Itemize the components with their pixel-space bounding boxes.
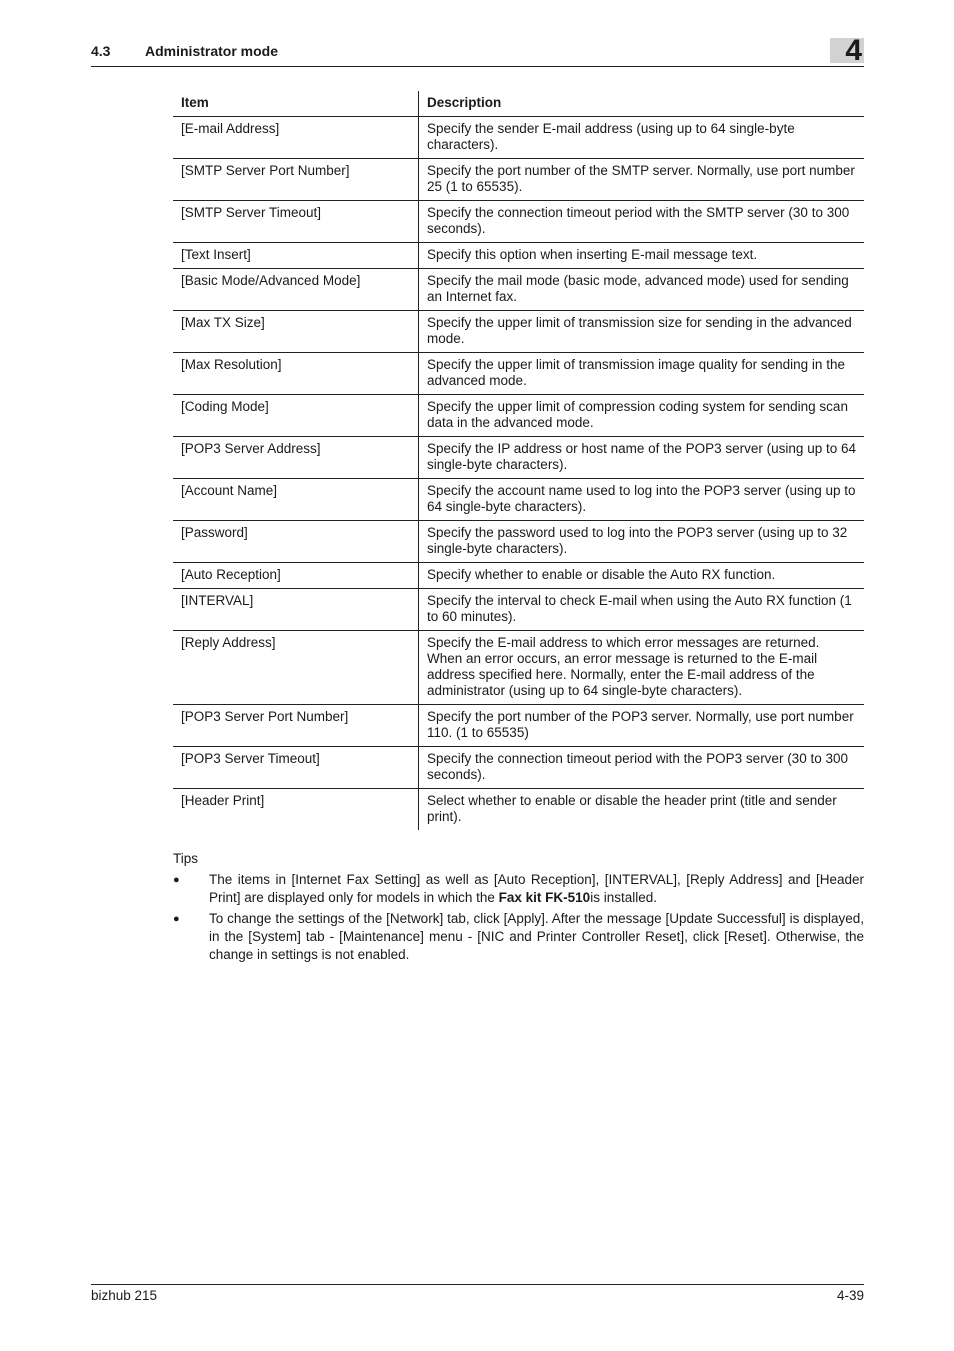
item-cell: [E-mail Address] (173, 117, 419, 159)
item-cell: [Max Resolution] (173, 353, 419, 395)
table-row (173, 311, 864, 353)
item-cell: [Basic Mode/Advanced Mode] (173, 269, 419, 311)
tips-label: Tips (173, 851, 199, 866)
tip-item (173, 910, 864, 964)
description-cell: Specify the E-mail address to which error messages are returned. When an error occurs, an error message is returned to the E-mail address specified here. Normally, enter the E-mail address of the administrator (using up to 64 single-byte characters). (419, 631, 865, 705)
table-row (173, 521, 864, 563)
description-cell: Specify the interval to check E-mail when using the Auto RX function (1 to 60 minutes). (419, 589, 865, 631)
tip-text: The items in [Internet Fax Setting] as well as [Auto Reception], [INTERVAL], [Reply Address] and [Header Print] are displayed only for models in which the (209, 872, 864, 905)
description-cell: Specify the account name used to log into the POP3 server (using up to 64 single-byte characters). (419, 479, 865, 521)
item-cell: [Account Name] (173, 479, 419, 521)
description-cell: Specify the port number of the POP3 server. Normally, use port number 110. (1 to 65535) (419, 705, 865, 747)
table-row (173, 243, 864, 269)
settings-table (173, 91, 864, 830)
chapter-number: 4 (845, 34, 862, 67)
table-row (173, 563, 864, 589)
description-cell: Specify the upper limit of transmission size for sending in the advanced mode. (419, 311, 865, 353)
description-cell: Specify the password used to log into the POP3 server (using up to 32 single-byte characters). (419, 521, 865, 563)
table-row (173, 631, 864, 705)
item-cell: [Auto Reception] (173, 563, 419, 589)
table-row (173, 705, 864, 747)
table-row (173, 201, 864, 243)
table-row (173, 159, 864, 201)
item-cell: [Reply Address] (173, 631, 419, 705)
table-row (173, 269, 864, 311)
tip-text: is installed. (590, 890, 657, 905)
item-cell: [SMTP Server Timeout] (173, 201, 419, 243)
page-footer (91, 1284, 864, 1303)
item-cell: [INTERVAL] (173, 589, 419, 631)
item-cell: [Text Insert] (173, 243, 419, 269)
description-cell: Specify the port number of the SMTP server. Normally, use port number 25 (1 to 65535). (419, 159, 865, 201)
table-header-row (173, 91, 864, 117)
table-row (173, 437, 864, 479)
table-row (173, 789, 864, 831)
item-cell: [POP3 Server Port Number] (173, 705, 419, 747)
item-cell: [POP3 Server Address] (173, 437, 419, 479)
section-number: 4.3 (91, 43, 111, 59)
description-cell: Specify the connection timeout period with the SMTP server (30 to 300 seconds). (419, 201, 865, 243)
section-title: Administrator mode (145, 43, 279, 59)
description-cell: Select whether to enable or disable the header print (title and sender print). (427, 793, 837, 824)
column-header-item: Item (173, 91, 419, 117)
item-cell: [Coding Mode] (173, 395, 419, 437)
item-cell: [Password] (173, 521, 419, 563)
product-name: bizhub 215 (91, 1288, 158, 1303)
table-row (173, 117, 864, 159)
description-cell: Specify the IP address or host name of the POP3 server (using up to 64 single-byte characters). (419, 437, 865, 479)
item-cell: [POP3 Server Timeout] (173, 747, 419, 789)
description-cell: Specify the connection timeout period with the POP3 server (30 to 300 seconds). (419, 747, 865, 789)
tip-item (173, 871, 864, 907)
description-cell: Specify the upper limit of transmission image quality for sending in the advanced mode. (419, 353, 865, 395)
description-cell: Specify whether to enable or disable the Auto RX function. (419, 563, 865, 589)
table-row (173, 589, 864, 631)
description-cell: Specify this option when inserting E-mail message text. (419, 243, 865, 269)
bullet-icon: ● (173, 874, 180, 886)
description-cell: Specify the mail mode (basic mode, advanced mode) used for sending an Internet fax. (419, 269, 865, 311)
item-cell: [SMTP Server Port Number] (173, 159, 419, 201)
description-cell: Specify the sender E-mail address (using up to 64 single-byte characters). (419, 117, 865, 159)
item-cell: [Max TX Size] (173, 311, 419, 353)
description-cell: Specify the upper limit of compression coding system for sending scan data in the advanced mode. (419, 395, 865, 437)
bullet-icon: ● (173, 913, 180, 925)
table-row (173, 479, 864, 521)
table-body (173, 117, 864, 831)
page-number: 4-39 (836, 1288, 864, 1303)
table-row (173, 353, 864, 395)
tip-product-name: Fax kit FK-510 (498, 890, 591, 905)
tips-list (173, 871, 864, 964)
tip-text: To change the settings of the [Network] tab, click [Apply]. After the message [Update Successful] is displayed, in the [System] tab - [Maintenance] menu - [NIC and Printer Controller Reset], click [Reset]. Otherwise, the change in settings is not enabled. (209, 911, 864, 962)
column-header-description: Description (419, 91, 865, 117)
table-row (173, 747, 864, 789)
page-header (91, 34, 864, 67)
table-row (173, 395, 864, 437)
tips-section (173, 850, 864, 967)
item-cell: [Header Print] (173, 789, 419, 831)
